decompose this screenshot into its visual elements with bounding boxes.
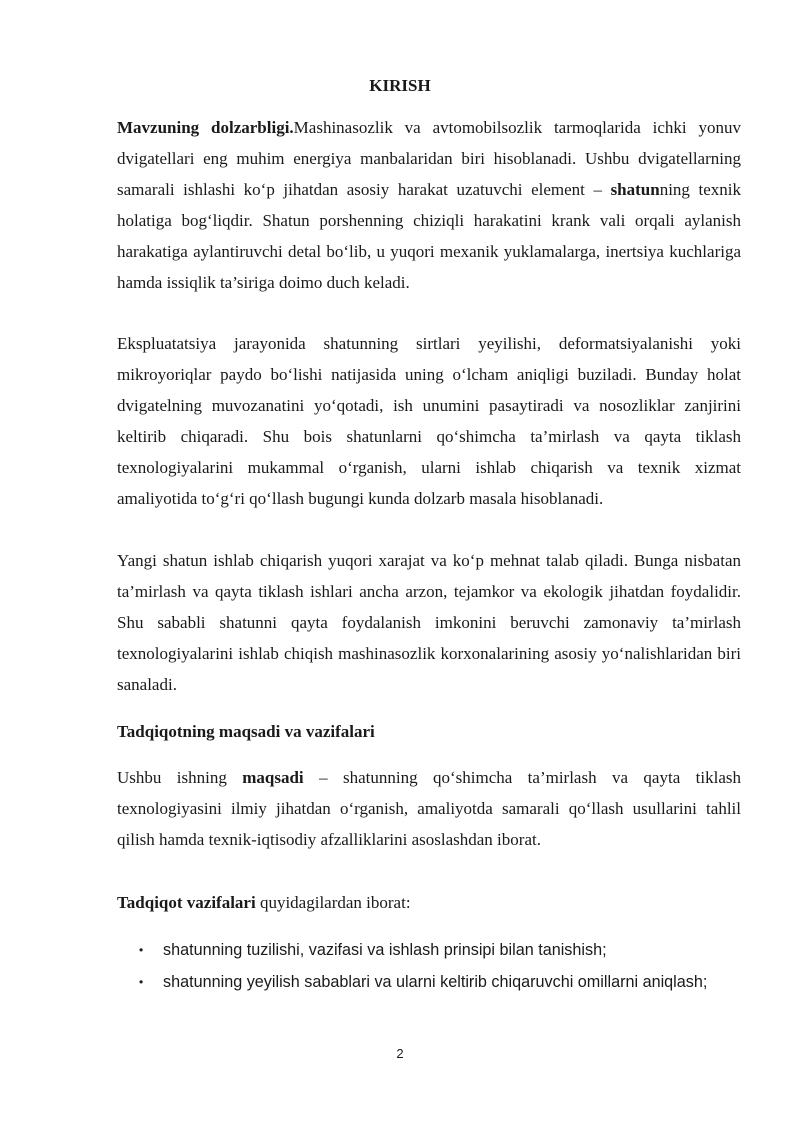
- relevance-lead: Mavzuning dolzarbligi.: [117, 118, 294, 137]
- list-item: [117, 966, 757, 998]
- paragraph-goal: [117, 762, 741, 855]
- paragraph-economy: Yangi shatun ishlab chiqarish yuqori xarajat va ko‘p mehnat talab qiladi. Bunga nisbatan ta’mirlash va qayta tiklash ishlari ancha arzon, tejamkor va ekologik jihatdan foydalidir. Shu sababli shatunni qayta foydalanish imkonini beruvchi zamonaviy ta’mirlash texnologiyalarini ishlab chiqish mashinasozlik korxonalarining asosiy yo‘nalishlaridan biri sanaladi.: [117, 551, 741, 694]
- paragraph-exploitation: Ekspluatatsiya jarayonida shatunning sirtlari yeyilishi, deformatsiyalanishi yoki mikroyoriqlar paydo bo‘lishi natijasida uning o‘lcham aniqligi buziladi. Bunday holat dvigatelning muvozanatini yo‘qotadi, ish unumini pasaytiradi va nosozliklar zanjirini keltirib chiqaradi. Shu bois shatunlarni qo‘shimcha ta’mirlash va qayta tiklash texnologiyalarini mukammal o‘rganish, ularni ishlab chiqarish va texnik xizmat amaliyotida to‘g‘ri qo‘llash bugungi kunda dolzarb masala hisoblanadi.: [117, 334, 741, 508]
- tasks-text: quyidagilardan iborat:: [255, 893, 411, 912]
- section-title: KIRISH: [369, 76, 431, 95]
- relevance-text-2: ning texnik holatiga bog‘liqdir. Shatun porshenning chiziqli harakatini krank vali orqali aylanish harakatiga aylantiruvchi detal bo‘lib, u yuqori mexanik yuklamalarga, inertsiya kuchlariga hamda issiqlik ta’siriga doimo duch keladi.: [117, 180, 741, 292]
- shatun-term: shatun: [610, 180, 660, 199]
- list-item-text: shatunning tuzilishi, vazifasi va ishlash prinsipi bilan tanishish;: [163, 941, 607, 959]
- goal-text-2: – shatunning qo‘shimcha ta’mirlash va qayta tiklash texnologiyasini ilmiy jihatdan o‘rganish, amaliyotda samarali qo‘llash usullarini tahlil qilish hamda texnik-iqtisodiy afzalliklarini asoslashdan iborat.: [117, 768, 741, 849]
- tasks-term: Tadqiqot vazifalari: [117, 893, 256, 912]
- bullet-icon: •: [139, 975, 144, 989]
- tasks-list: [117, 934, 757, 998]
- bullet-icon: •: [139, 943, 144, 957]
- list-item: [117, 934, 757, 966]
- paragraph-tasks-intro: [117, 887, 741, 918]
- heading-goals: Tadqiqotning maqsadi va vazifalari: [117, 722, 375, 741]
- relevance-text-1: Mashinasozlik va avtomobilsozlik tarmoqlarida ichki yonuv dvigatellari eng muhim energiya manbalaridan biri hisoblanadi. Ushbu dvigatellarning samarali ishlashi ko‘p jihatdan asosiy harakat uzatuvchi element –: [117, 118, 741, 199]
- goal-term: maqsadi: [242, 768, 304, 787]
- page-number: 2: [396, 1046, 404, 1061]
- goal-text-1: Ushbu ishning: [117, 768, 243, 787]
- paragraph-relevance: [117, 112, 741, 298]
- list-item-text: shatunning yeyilish sabablari va ularni keltirib chiqaruvchi omillarni aniqlash;: [163, 973, 708, 991]
